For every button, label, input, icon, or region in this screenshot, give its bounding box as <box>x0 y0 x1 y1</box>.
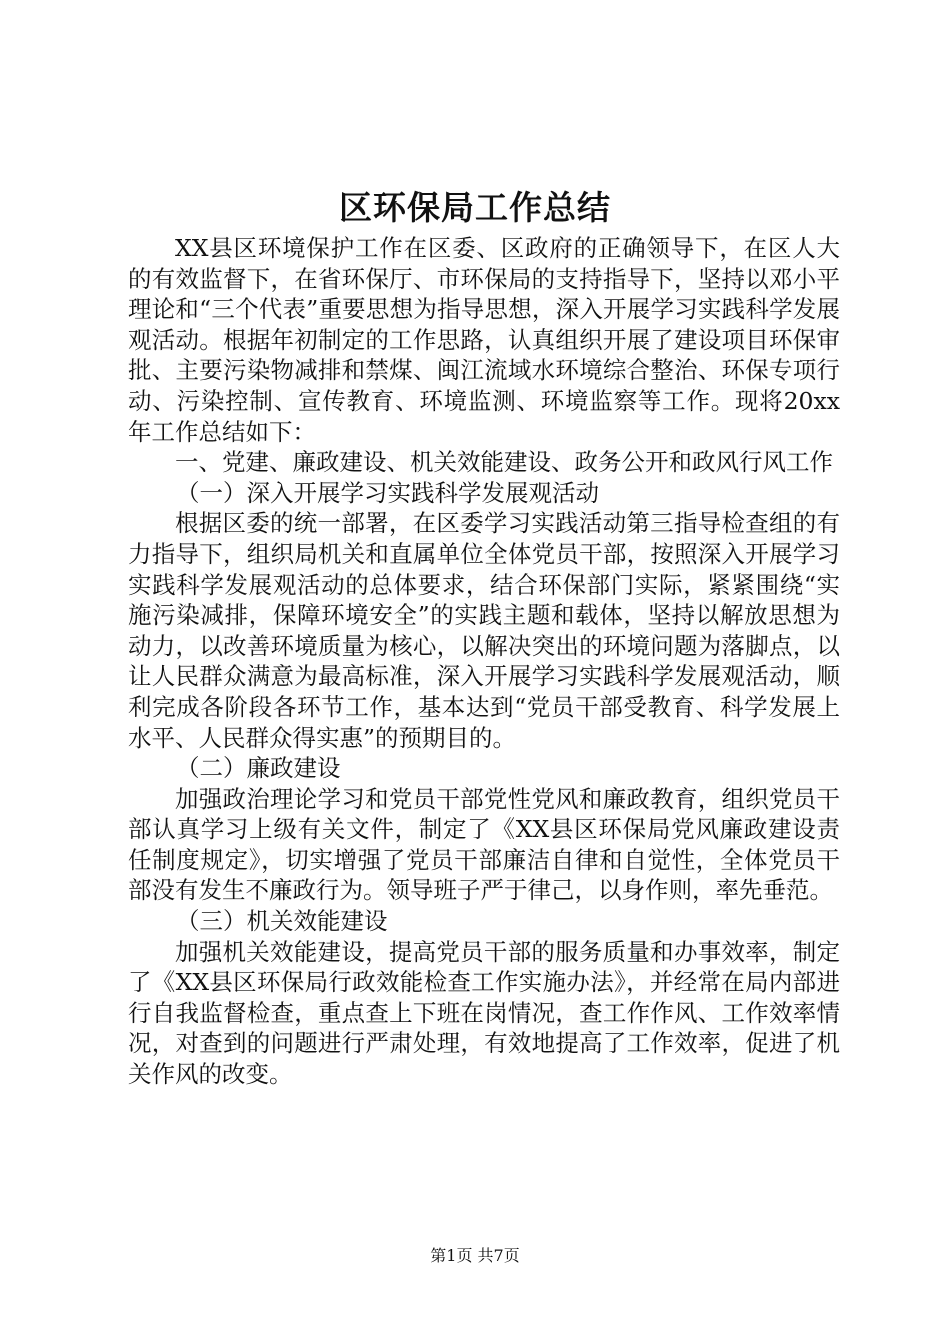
document-body <box>128 233 840 1090</box>
subsection-heading-1: （一）深入开展学习实践科学发展观活动 <box>176 478 599 507</box>
page-number-footer: 第1页 共7页 <box>430 1246 520 1265</box>
subsection-paragraph-3: 加强机关效能建设，提高党员干部的服务质量和办事效率，制定了《XX县区环保局行政效能检查工作实施办法》，并经常在局内部进行自我监督检查，重点查上下班在岗情况，查工作作风、工作效率情况，对查到的问题进行严肃处理，有效地提高了工作效率，促进了机关作风的改变。 <box>128 937 840 1089</box>
section-heading-1: 一、党建、廉政建设、机关效能建设、政务公开和政风行风工作 <box>175 448 833 477</box>
intro-paragraph: XX县区环境保护工作在区委、区政府的正确领导下，在区人大的有效监督下，在省环保厅、市环保局的支持指导下，坚持以邓小平理论和“三个代表”重要思想为指导思想，深入开展学习实践科学发展观活动。根据年初制定的工作思路，认真组织开展了建设项目环保审批、主要污染物减排和禁煤、闽江流域水环境综合整治、环保专项行动、污染控制、宣传教育、环境监测、环境监察等工作。现将20xx年工作总结如下： <box>128 234 840 446</box>
document-title: 区环保局工作总结 <box>339 188 611 227</box>
subsection-paragraph-1: 根据区委的统一部署，在区委学习实践活动第三指导检查组的有力指导下，组织局机关和直属单位全体党员干部，按照深入开展学习实践科学发展观活动的总体要求，结合环保部门实际，紧紧围绕“实施污染减排，保障环境安全”的实践主题和载体，坚持以解放思想为动力，以改善环境质量为核心，以解决突出的环境问题为落脚点，以让人民群众满意为最高标准，深入开展学习实践科学发展观活动，顺利完成各阶段各环节工作，基本达到“党员干部受教育、科学发展上水平、人民群众得实惠”的预期目的。 <box>128 509 840 752</box>
subsection-paragraph-2: 加强政治理论学习和党员干部党性党风和廉政教育，组织党员干部认真学习上级有关文件，制定了《XX县区环保局党风廉政建设责任制度规定》，切实增强了党员干部廉洁自律和自觉性，全体党员干部没有发生不廉政行为。领导班子严于律己，以身作则，率先垂范。 <box>128 784 840 905</box>
subsection-heading-2: （二）廉政建设 <box>176 754 341 783</box>
subsection-heading-3: （三）机关效能建设 <box>176 907 388 936</box>
